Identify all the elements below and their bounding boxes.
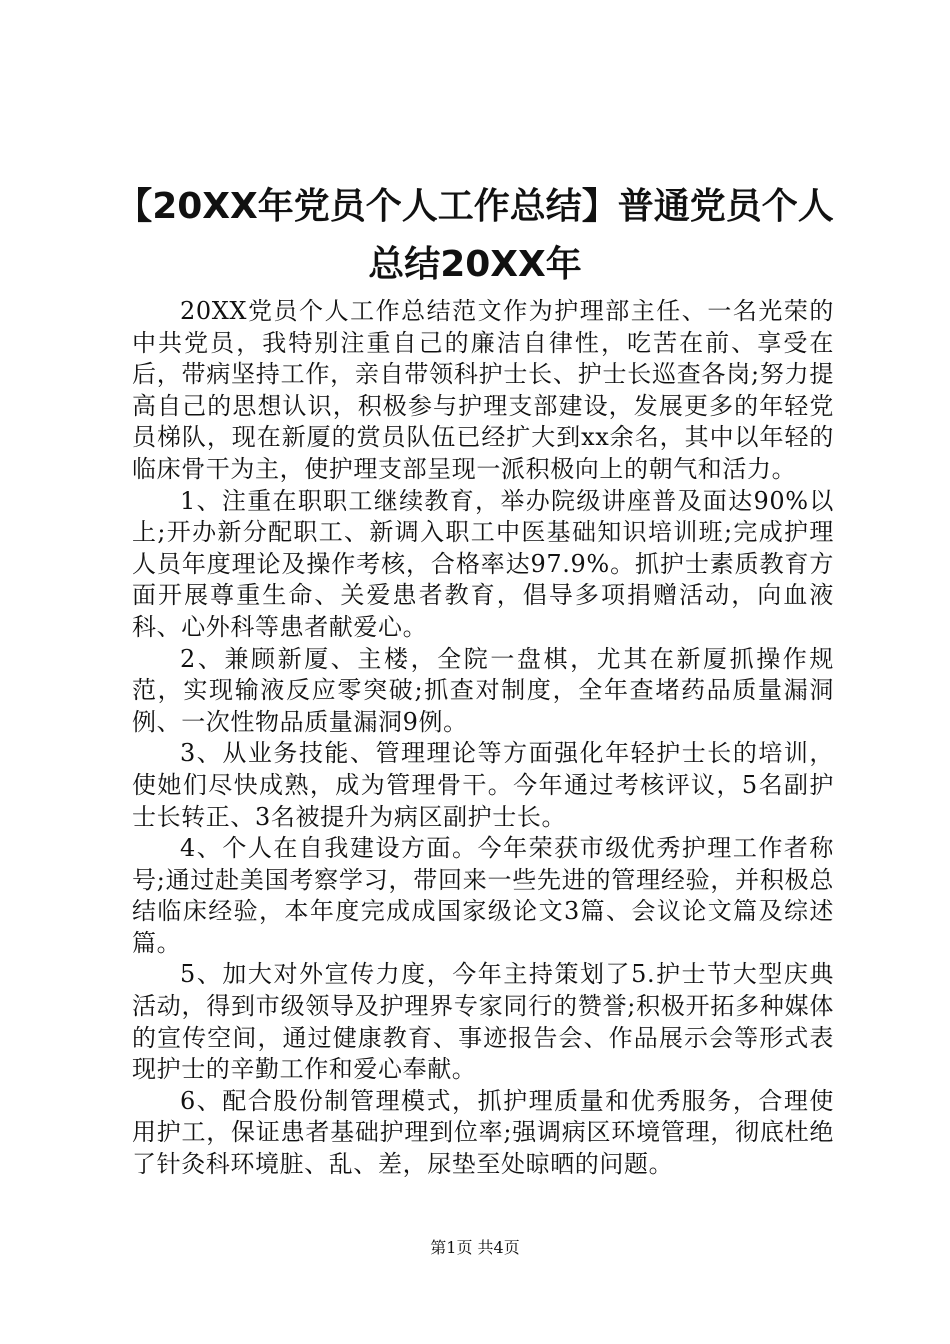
paragraph-intro: 20XX党员个人工作总结范文作为护理部主任、一名光荣的中共党员，我特别注重自己的廉洁自律性，吃苦在前、享受在后，带病坚持工作，亲自带领科护士长、护士长巡查各岗;努力提高自己的思想认识，积极参与护理支部建设，发展更多的年轻党员梯队，现在新厦的赏员队伍已经扩大到xx余名，其中以年轻的临床骨干为主，使护理支部呈现一派积极向上的朝气和活力。 bbox=[132, 297, 834, 483]
document-title bbox=[100, 178, 850, 294]
paragraph-6: 6、配合股份制管理模式，抓护理质量和优秀服务，合理使用护工，保证患者基础护理到位率;强调病区环境管理，彻底杜绝了针灸科环境脏、乱、差，尿垫至处晾晒的问题。 bbox=[132, 1086, 834, 1179]
paragraph-1: 1、注重在职职工继续教育，举办院级讲座普及面达90%以上;开办新分配职工、新调入职工中医基础知识培训班;完成护理人员年度理论及操作考核，合格率达97.9%。抓护士素质教育方面开展尊重生命、关爱患者教育，倡导多项捐赠活动，向血液科、心外科等患者献爱心。 bbox=[132, 486, 834, 641]
page-footer: 第1页 共4页 bbox=[430, 1238, 520, 1257]
paragraph-5: 5、加大对外宣传力度，今年主持策划了5.护士节大型庆典活动，得到市级领导及护理界专家同行的赞誉;积极开拓多种媒体的宣传空间，通过健康教育、事迹报告会、作品展示会等形式表现护士的辛勤工作和爱心奉献。 bbox=[132, 960, 834, 1084]
title-line-2: 总结20XX年 bbox=[368, 244, 582, 285]
title-line-1: 【20XX年党员个人工作总结】普通党员个人 bbox=[116, 186, 834, 227]
paragraph-4: 4、个人在自我建设方面。今年荣获市级优秀护理工作者称号;通过赴美国考察学习，带回来一些先进的管理经验，并积极总结临床经验，本年度完成成国家级论文3篇、会议论文篇及综述篇。 bbox=[132, 834, 834, 957]
document-body bbox=[132, 296, 834, 1181]
paragraph-2: 2、兼顾新厦、主楼，全院一盘棋，尤其在新厦抓操作规范，实现输液反应零突破;抓查对制度，全年查堵药品质量漏洞例、一次性物品质量漏洞9例。 bbox=[132, 644, 834, 736]
paragraph-3: 3、从业务技能、管理理论等方面强化年轻护士长的培训，使她们尽快成熟，成为管理骨干。今年通过考核评议，5名副护士长转正、3名被提升为病区副护士长。 bbox=[132, 739, 834, 831]
